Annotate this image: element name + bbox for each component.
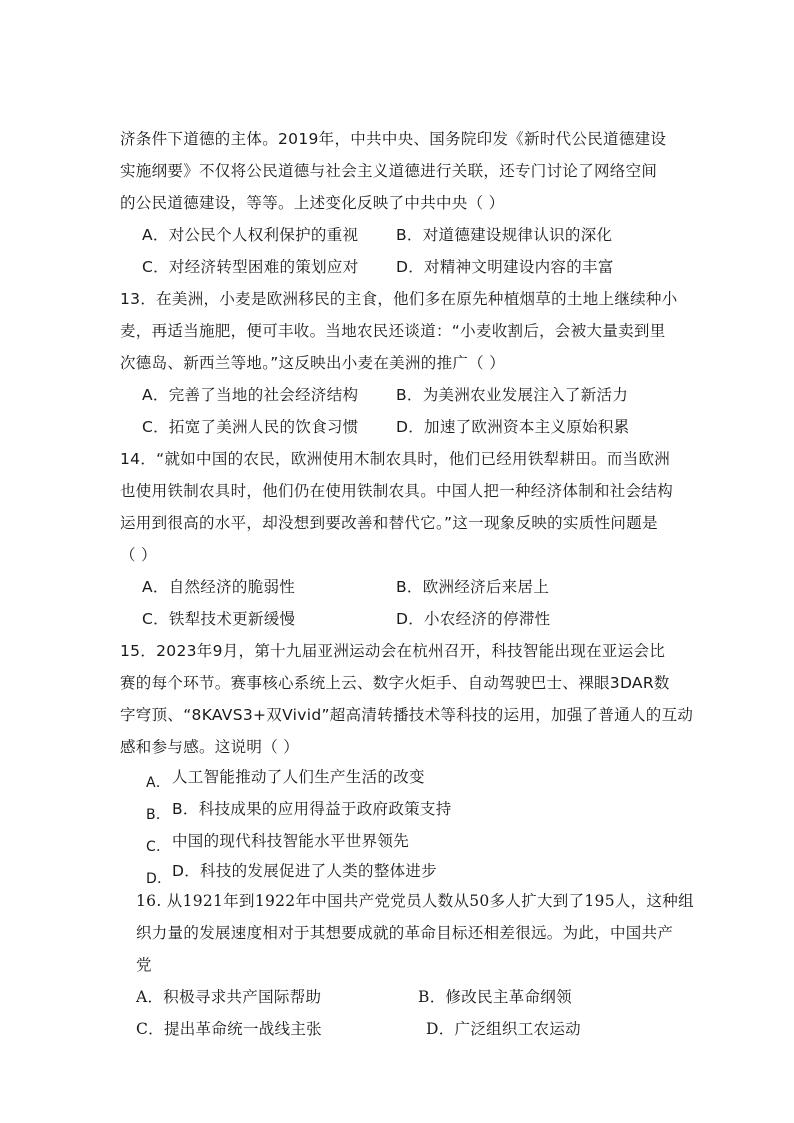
q15-option-c-letter: C． — [146, 839, 171, 855]
q15-option-d: D．科技的发展促进了人类的整体进步 — [172, 862, 438, 880]
q12-stem-line-1: 济条件下道德的主体。2019年，中共中央、国务院印发《新时代公民道德建设 — [120, 130, 667, 148]
q12-option-d: D．对精神文明建设内容的丰富 — [396, 258, 614, 276]
q15-option-a-letter: A． — [146, 775, 171, 791]
q15-option-c: 中国的现代科技智能水平世界领先 — [172, 832, 410, 850]
q15-stem-line-3: 字穹顶、“8KAVS3+双Vivid”超高清转播技术等科技的运用，加强了普通人的互动 — [120, 706, 694, 724]
q12-stem-line-3: 的公民道德建设，等等。上述变化反映了中共中央（ ） — [120, 194, 505, 212]
q16-stem-line-1: 16. 从1921年到1922年中国共产党党员人数从50多人扩大到了195人，这种组 — [136, 892, 694, 910]
q12-option-b: B．对道德建设规律认识的深化 — [396, 226, 613, 244]
q15-stem-line-4: 感和参与感。这说明（ ） — [120, 738, 300, 756]
q13-option-c: C．拓宽了美洲人民的饮食习惯 — [142, 418, 359, 436]
q12-option-a: A．对公民个人权利保护的重视 — [142, 226, 359, 244]
q13-option-b: B．为美洲农业发展注入了新活力 — [396, 386, 629, 404]
q14-option-c: C．铁犁技术更新缓慢 — [142, 610, 296, 628]
q16-stem-line-3: 党 — [136, 956, 152, 974]
q16-option-c: C．提出革命统一战线主张 — [136, 1020, 322, 1038]
q14-stem-line-3: 运用到很高的水平，却没想到要改善和替代它。”这一现象反映的实质性问题是 — [120, 514, 658, 532]
q14-stem-line-1: 14．“就如中国的农民，欧洲使用木制农具时，他们已经用铁犁耕田。而当欧洲 — [120, 450, 671, 468]
q16-option-b: B．修改民主革命纲领 — [418, 988, 572, 1006]
q13-stem-line-2: 麦，再适当施肥，便可丰收。当地农民还谈道：“小麦收割后，会被大量卖到里 — [120, 322, 666, 340]
q13-stem-line-3: 次德岛、新西兰等地。”这反映出小麦在美洲的推广（ ） — [120, 354, 506, 372]
q13-option-a: A．完善了当地的社会经济结构 — [142, 386, 359, 404]
q14-option-a: A．自然经济的脆弱性 — [142, 578, 296, 596]
q16-stem-line-2: 织力量的发展速度相对于其想要成就的革命目标还相差很远。为此，中国共产 — [136, 924, 674, 942]
q13-option-d: D．加速了欧洲资本主义原始积累 — [396, 418, 630, 436]
q13-stem-line-1: 13．在美洲，小麦是欧洲移民的主食，他们多在原先种植烟草的土地上继续种小 — [120, 290, 678, 308]
q12-option-c: C．对经济转型困难的策划应对 — [142, 258, 359, 276]
q15-option-a: 人工智能推动了人们生产生活的改变 — [172, 768, 425, 786]
q14-stem-line-2: 也使用铁制农具时，他们仍在使用铁制农具。中国人把一种经济体制和社会结构 — [120, 482, 674, 500]
q14-option-d: D．小农经济的停滞性 — [396, 610, 551, 628]
q14-stem-line-4: （ ） — [120, 546, 157, 564]
q16-option-a: A．积极寻求共产国际帮助 — [136, 988, 322, 1006]
q15-option-b: B．科技成果的应用得益于政府政策支持 — [172, 800, 452, 818]
q15-option-d-letter: D． — [146, 871, 172, 887]
q16-option-d: D．广泛组织工农运动 — [426, 1020, 581, 1038]
q15-option-b-letter: B． — [146, 807, 171, 823]
q15-stem-line-2: 赛的每个环节。赛事核心系统上云、数字火炬手、自动驾驶巴士、裸眼3DAR数 — [120, 674, 670, 692]
q15-stem-line-1: 15．2023年9月，第十九届亚洲运动会在杭州召开，科技智能出现在亚运会比 — [120, 642, 666, 660]
q14-option-b: B．欧洲经济后来居上 — [396, 578, 550, 596]
q12-stem-line-2: 实施纲要》不仅将公民道德与社会主义道德进行关联，还专门讨论了网络空间 — [120, 162, 658, 180]
